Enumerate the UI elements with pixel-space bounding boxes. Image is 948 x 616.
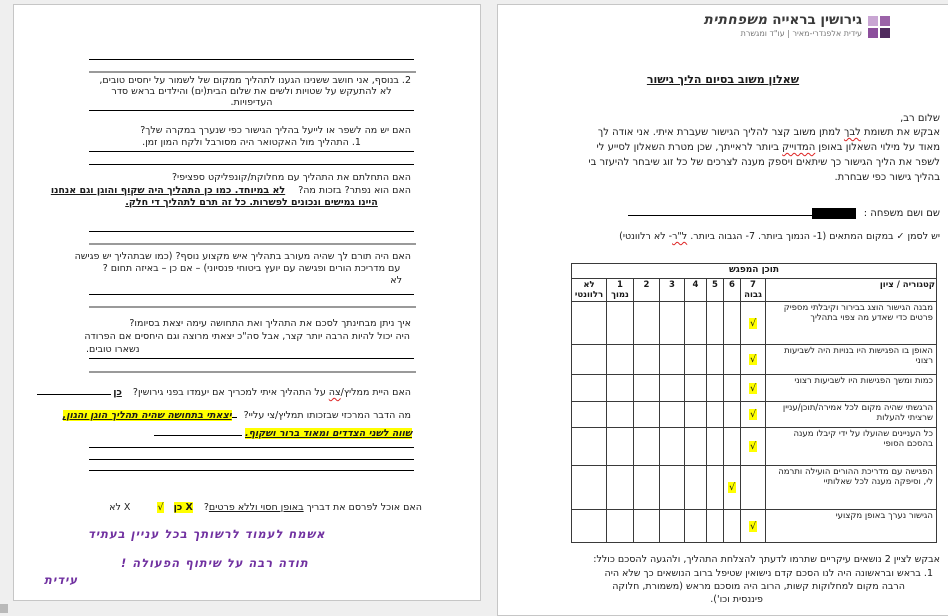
closing-heading: אבקש לציין 2 נושאים עיקריים שתרמו לדעתך להצלחת התהליך, ולהגעה להסכם כולל: bbox=[593, 554, 940, 565]
col-header-1: 1 נמוך bbox=[607, 279, 634, 302]
intro-l2-c: ביותר לראייתך, שכן מטרת השאלון לסייע לי bbox=[596, 142, 783, 153]
rating-cell-4[interactable] bbox=[685, 402, 707, 428]
intro-l2-a: מאוד על מילוי השאלון באופן bbox=[815, 142, 940, 153]
blank-answer-segment bbox=[154, 425, 242, 436]
table-row bbox=[571, 466, 936, 510]
rating-cell-6[interactable] bbox=[724, 510, 741, 543]
publish-no-option: X לא bbox=[109, 502, 131, 513]
rating-cell-1[interactable] bbox=[607, 375, 634, 402]
table-row bbox=[571, 345, 936, 375]
rating-cell-1[interactable] bbox=[607, 466, 634, 510]
closing-script-line1: אשמח לעמוד לרשותך בכל עניין בעתיד bbox=[88, 527, 326, 541]
col-header-category: קטגוריה / ציון bbox=[766, 279, 937, 302]
rating-cell-2[interactable] bbox=[634, 510, 660, 543]
answer-main-reason-line1: יצאתי בתחושה שהיה תהליך הוגן והגון, bbox=[62, 410, 232, 421]
check-mark: √ bbox=[749, 317, 757, 329]
rating-cell-5[interactable] bbox=[707, 466, 724, 510]
table-span-header-row bbox=[571, 264, 936, 279]
answer-summary-line1: היה יכול להיות הרבה יותר קצר, אבל סה"כ יצאתי מרוצה וגם היחסים אם הפרודה bbox=[84, 331, 410, 342]
rating-cell-1[interactable] bbox=[607, 428, 634, 466]
rating-cell-3[interactable] bbox=[660, 466, 685, 510]
row-category-label: האופן בו הפגישות היו בנויות היה לשביעות רצוני bbox=[766, 345, 937, 375]
intro-line3: לשפר את הליך הגישור כך שיתאים ויספק מענה לצרכים של כל זוג שיבחר להיעזר בי bbox=[588, 157, 940, 168]
question-recommend-prefix: האם היית ממליץ/ bbox=[340, 387, 411, 398]
mark-instruction bbox=[619, 231, 940, 242]
rating-cell-2[interactable] bbox=[634, 428, 660, 466]
question-publish-qmark: ? bbox=[203, 502, 209, 513]
intro-line4: בהליך גישור כפי שבחרת. bbox=[834, 172, 940, 183]
answer-improve: 1. התהליך מול האקטואר היה מסורבל ולקח המון זמן. bbox=[142, 137, 361, 148]
col-header-7: 7 גבוה bbox=[741, 279, 766, 302]
answer-expert: לא bbox=[390, 275, 402, 286]
rating-cell-7[interactable] bbox=[741, 375, 766, 402]
question-publish-underlined: באופן חסוי וללא פרטים bbox=[208, 502, 304, 513]
check-mark: √ bbox=[749, 409, 757, 420]
question-resolved-row bbox=[51, 186, 411, 197]
col-header-4: 4 bbox=[685, 279, 707, 302]
question-main-reason-row bbox=[63, 407, 411, 422]
section-divider-line bbox=[89, 306, 416, 308]
blank-answer-line bbox=[89, 151, 414, 152]
rating-cell-6[interactable] bbox=[724, 345, 741, 375]
table-row bbox=[571, 375, 936, 402]
greeting: שלום רב, bbox=[900, 113, 940, 124]
rating-cell-na[interactable] bbox=[571, 375, 606, 402]
rating-cell-1[interactable] bbox=[607, 345, 634, 375]
redacted-name bbox=[812, 208, 856, 219]
rating-cell-7[interactable] bbox=[741, 428, 766, 466]
row-category-label: הגישור נערך באופן מקצועי bbox=[766, 510, 937, 543]
rating-cell-na[interactable] bbox=[571, 428, 606, 466]
blank-answer-line bbox=[89, 294, 414, 295]
blank-answer-line bbox=[89, 164, 414, 165]
check-mark: √ bbox=[728, 482, 736, 493]
rating-cell-1[interactable] bbox=[607, 510, 634, 543]
rating-cell-2[interactable] bbox=[634, 466, 660, 510]
intro-l1-a: אבקש את תשומת bbox=[860, 127, 940, 138]
rating-cell-2[interactable] bbox=[634, 345, 660, 375]
rating-cell-3[interactable] bbox=[660, 345, 685, 375]
col-header-3: 3 bbox=[660, 279, 685, 302]
publish-check-mark: √ bbox=[157, 502, 164, 513]
section-divider-line bbox=[89, 243, 416, 245]
rating-cell-5[interactable] bbox=[707, 428, 724, 466]
intro-l2-misspelled: המדוייק bbox=[782, 142, 816, 153]
col-header-6: 6 bbox=[724, 279, 741, 302]
document-page-1[interactable] bbox=[497, 4, 948, 616]
instruction-c: - לא רלוונטי) bbox=[619, 231, 673, 242]
name-row bbox=[628, 205, 940, 219]
brand-subtitle: עידית אלפנדרי-מאיר | עו"ד ומגשרת bbox=[740, 28, 862, 38]
table-column-header-row bbox=[571, 279, 936, 302]
question-resolved: האם הוא נפתר? בזכות מה? bbox=[298, 185, 411, 196]
name-blank-line bbox=[628, 205, 812, 216]
closing-item-line1: 1. בראש ובראשונה היה לנו הסכם קדם נישואין שטיפל ברוב הנושאים כך שלא היה bbox=[604, 568, 933, 579]
feedback-table-body bbox=[571, 302, 936, 543]
answer-main-reason-line2: שווה לשני הצדדים ומאוד ברור ושקוף. bbox=[244, 428, 412, 439]
blank-answer-segment bbox=[37, 384, 111, 395]
rating-cell-2[interactable] bbox=[634, 302, 660, 345]
brand-title bbox=[704, 13, 862, 28]
blank-answer-line bbox=[89, 231, 414, 232]
rating-cell-5[interactable] bbox=[707, 402, 724, 428]
blank-answer-line bbox=[89, 447, 414, 448]
question-publish-prefix: האם אוכל לפרסם את דבריך bbox=[303, 502, 422, 513]
question-recommend-row bbox=[37, 384, 411, 399]
window-edge-fragment bbox=[0, 604, 8, 613]
rating-cell-5[interactable] bbox=[707, 375, 724, 402]
brand-title-main: גירושין בראייה bbox=[767, 12, 862, 28]
blank-answer-line bbox=[89, 358, 414, 359]
rating-cell-5[interactable] bbox=[707, 345, 724, 375]
table-row bbox=[571, 510, 936, 543]
logo-squares-icon bbox=[868, 16, 890, 38]
name-label: שם ושם משפחה : bbox=[863, 208, 940, 219]
row-category-label: מבנה הגישור הוצג בבירור וקיבלתי מספיק פרטים כדי שאדע מה צפוי בתהליך bbox=[766, 302, 937, 345]
question-recommend-misspelled: צה bbox=[328, 387, 341, 398]
rating-cell-3[interactable] bbox=[660, 428, 685, 466]
publish-yes-option: X כן bbox=[173, 502, 193, 513]
blank-answer-line bbox=[89, 59, 414, 60]
question-expert-line1: האם היה תורם לך שהיה מעורב בתהליך איש מקצוע נוסף? (כמו שבתהליך יש פגישה bbox=[74, 251, 411, 262]
rating-cell-6[interactable] bbox=[724, 402, 741, 428]
table-span-header: תוכן המפגש bbox=[571, 264, 936, 279]
blank-answer-segment bbox=[232, 407, 237, 418]
answer-item2-line1: 2. בנוסף, אני חושב ששנינו הגענו לתהליך ממקום של לשמור על יחסים טובים, bbox=[99, 75, 411, 86]
blank-answer-line bbox=[89, 470, 414, 471]
answer-recommend: כן bbox=[113, 387, 122, 398]
instruction-a: יש לסמן ✓ במקום המתאים (1- הנמוך ביותר. 7- הגבוה ביותר. bbox=[687, 231, 940, 242]
rating-cell-2[interactable] bbox=[634, 375, 660, 402]
intro-l1-misspelled: לבך bbox=[843, 127, 861, 138]
blank-answer-line bbox=[89, 110, 414, 111]
col-header-2: 2 bbox=[634, 279, 660, 302]
rating-cell-na[interactable] bbox=[571, 345, 606, 375]
rating-cell-4[interactable] bbox=[685, 466, 707, 510]
row-category-label: כל העניינים שהועלו על ידי קיבלו מענה בהסכם הסופי bbox=[766, 428, 937, 466]
rating-cell-na[interactable] bbox=[571, 302, 606, 345]
answer-resolved-line1: לא במיוחד. כמו כן התהליך היה שקוף והוגן וגם אנחנו bbox=[50, 185, 286, 196]
intro-l1-c: למתן משוב קצר להליך הגישור שעברת איתי. אני אודה לך bbox=[597, 127, 844, 138]
page-title: שאלון משוב בסיום הליך גישור bbox=[646, 73, 800, 86]
rating-cell-3[interactable] bbox=[660, 375, 685, 402]
blank-answer-line bbox=[89, 459, 414, 460]
col-header-5: 5 bbox=[707, 279, 724, 302]
rating-cell-3[interactable] bbox=[660, 402, 685, 428]
table-row bbox=[571, 428, 936, 466]
rating-cell-4[interactable] bbox=[685, 510, 707, 543]
row-category-label: הרגשתי שהיה מקום לכל אמירה/תוכן/עניין שרציתי להעלות bbox=[766, 402, 937, 428]
intro-line2 bbox=[596, 142, 940, 153]
check-mark: √ bbox=[749, 354, 757, 365]
col-header-not-relevant: לא רלוונטי bbox=[571, 279, 606, 302]
question-publish-row bbox=[109, 503, 422, 514]
question-recommend-suffix: על התהליך איתי למכריך אם יעמדו בפני גירושין? bbox=[132, 387, 329, 398]
rating-cell-1[interactable] bbox=[607, 302, 634, 345]
rating-cell-2[interactable] bbox=[634, 402, 660, 428]
answer-summary-line2: נשארו טובים. bbox=[86, 344, 140, 355]
table-row bbox=[571, 302, 936, 345]
section-divider-line bbox=[89, 71, 416, 73]
rating-cell-3[interactable] bbox=[660, 302, 685, 345]
rating-cell-7[interactable] bbox=[741, 510, 766, 543]
section-divider-line bbox=[89, 371, 416, 373]
rating-cell-7[interactable] bbox=[741, 345, 766, 375]
rating-cell-6[interactable] bbox=[724, 428, 741, 466]
rating-cell-5[interactable] bbox=[707, 510, 724, 543]
question-improve: האם יש מה לשפר או לייעל בהליך הגישור כפי שנערך במקרה שלך? bbox=[140, 125, 411, 136]
rating-cell-6[interactable] bbox=[724, 466, 741, 510]
brand-logo bbox=[704, 13, 890, 38]
rating-cell-6[interactable] bbox=[724, 375, 741, 402]
closing-item-line2: הרבה מקום למחלוקות קשות, הרוב היה מוסכם מראש (משמורת, חלוקה bbox=[612, 581, 905, 592]
answer-item2-line2: לא להתעקש על שטויות ולשים את שלום הבית(ים) והילדים בראש סדר bbox=[111, 86, 392, 97]
rating-cell-7[interactable] bbox=[741, 466, 766, 510]
instruction-na-abbrev: ל"ר bbox=[672, 231, 688, 242]
question-summary: איך ניתן מבחינתך לסכם את התהליך ואת התחושה עימה יצאת בסיומו? bbox=[129, 318, 411, 329]
check-mark: √ bbox=[749, 441, 757, 452]
rating-cell-na[interactable] bbox=[571, 402, 606, 428]
rating-cell-5[interactable] bbox=[707, 302, 724, 345]
signature: עידית bbox=[44, 573, 79, 587]
rating-cell-7[interactable] bbox=[741, 402, 766, 428]
question-conflict: האם התחלתם את התהליך עם מחלוקת/קונפליקט ספציפי? bbox=[172, 172, 411, 183]
check-mark: √ bbox=[749, 520, 757, 532]
question-expert-line2: עם מדריכת הורים ופגישה עם יועץ ביטוחי פנסיוני) – אם כן – באיזה תחום ? bbox=[102, 263, 401, 274]
row-category-label: כמות ומשך הפגישות היו לשביעות רצוני bbox=[766, 375, 937, 402]
rating-cell-4[interactable] bbox=[685, 375, 707, 402]
row-category-label: הפגישה עם מדריכת ההורים הועילה ותרמה לי, וסיפקה מענה לכל שאלותיי bbox=[766, 466, 937, 510]
table-row bbox=[571, 402, 936, 428]
rating-cell-4[interactable] bbox=[685, 302, 707, 345]
closing-item-line3: פיננסית וכו'). bbox=[710, 594, 763, 605]
rating-table bbox=[571, 263, 937, 543]
rating-cell-na[interactable] bbox=[571, 466, 606, 510]
rating-cell-6[interactable] bbox=[724, 302, 741, 345]
document-page-2[interactable] bbox=[13, 4, 481, 601]
answer-main-reason-row2 bbox=[154, 425, 412, 440]
rating-cell-3[interactable] bbox=[660, 510, 685, 543]
rating-cell-na[interactable] bbox=[571, 510, 606, 543]
brand-title-script: משפחתית bbox=[703, 12, 768, 28]
intro-line1 bbox=[598, 127, 940, 138]
question-main-reason: מה הדבר המרכזי שבזכותו תמליץ/צי עליי? bbox=[243, 410, 411, 421]
closing-script-line2: תודה רבה על שיתוף הפעולה ! bbox=[121, 556, 309, 570]
rating-cell-7[interactable] bbox=[741, 302, 766, 345]
rating-cell-1[interactable] bbox=[607, 402, 634, 428]
rating-cell-4[interactable] bbox=[685, 428, 707, 466]
answer-item2-line3: העדיפויות. bbox=[230, 97, 273, 108]
answer-resolved-line2: היינו גמישים ונכונים לפשרות. כל זה תרם לתהליך די חלק. bbox=[125, 197, 378, 208]
check-mark: √ bbox=[749, 382, 757, 394]
rating-cell-4[interactable] bbox=[685, 345, 707, 375]
